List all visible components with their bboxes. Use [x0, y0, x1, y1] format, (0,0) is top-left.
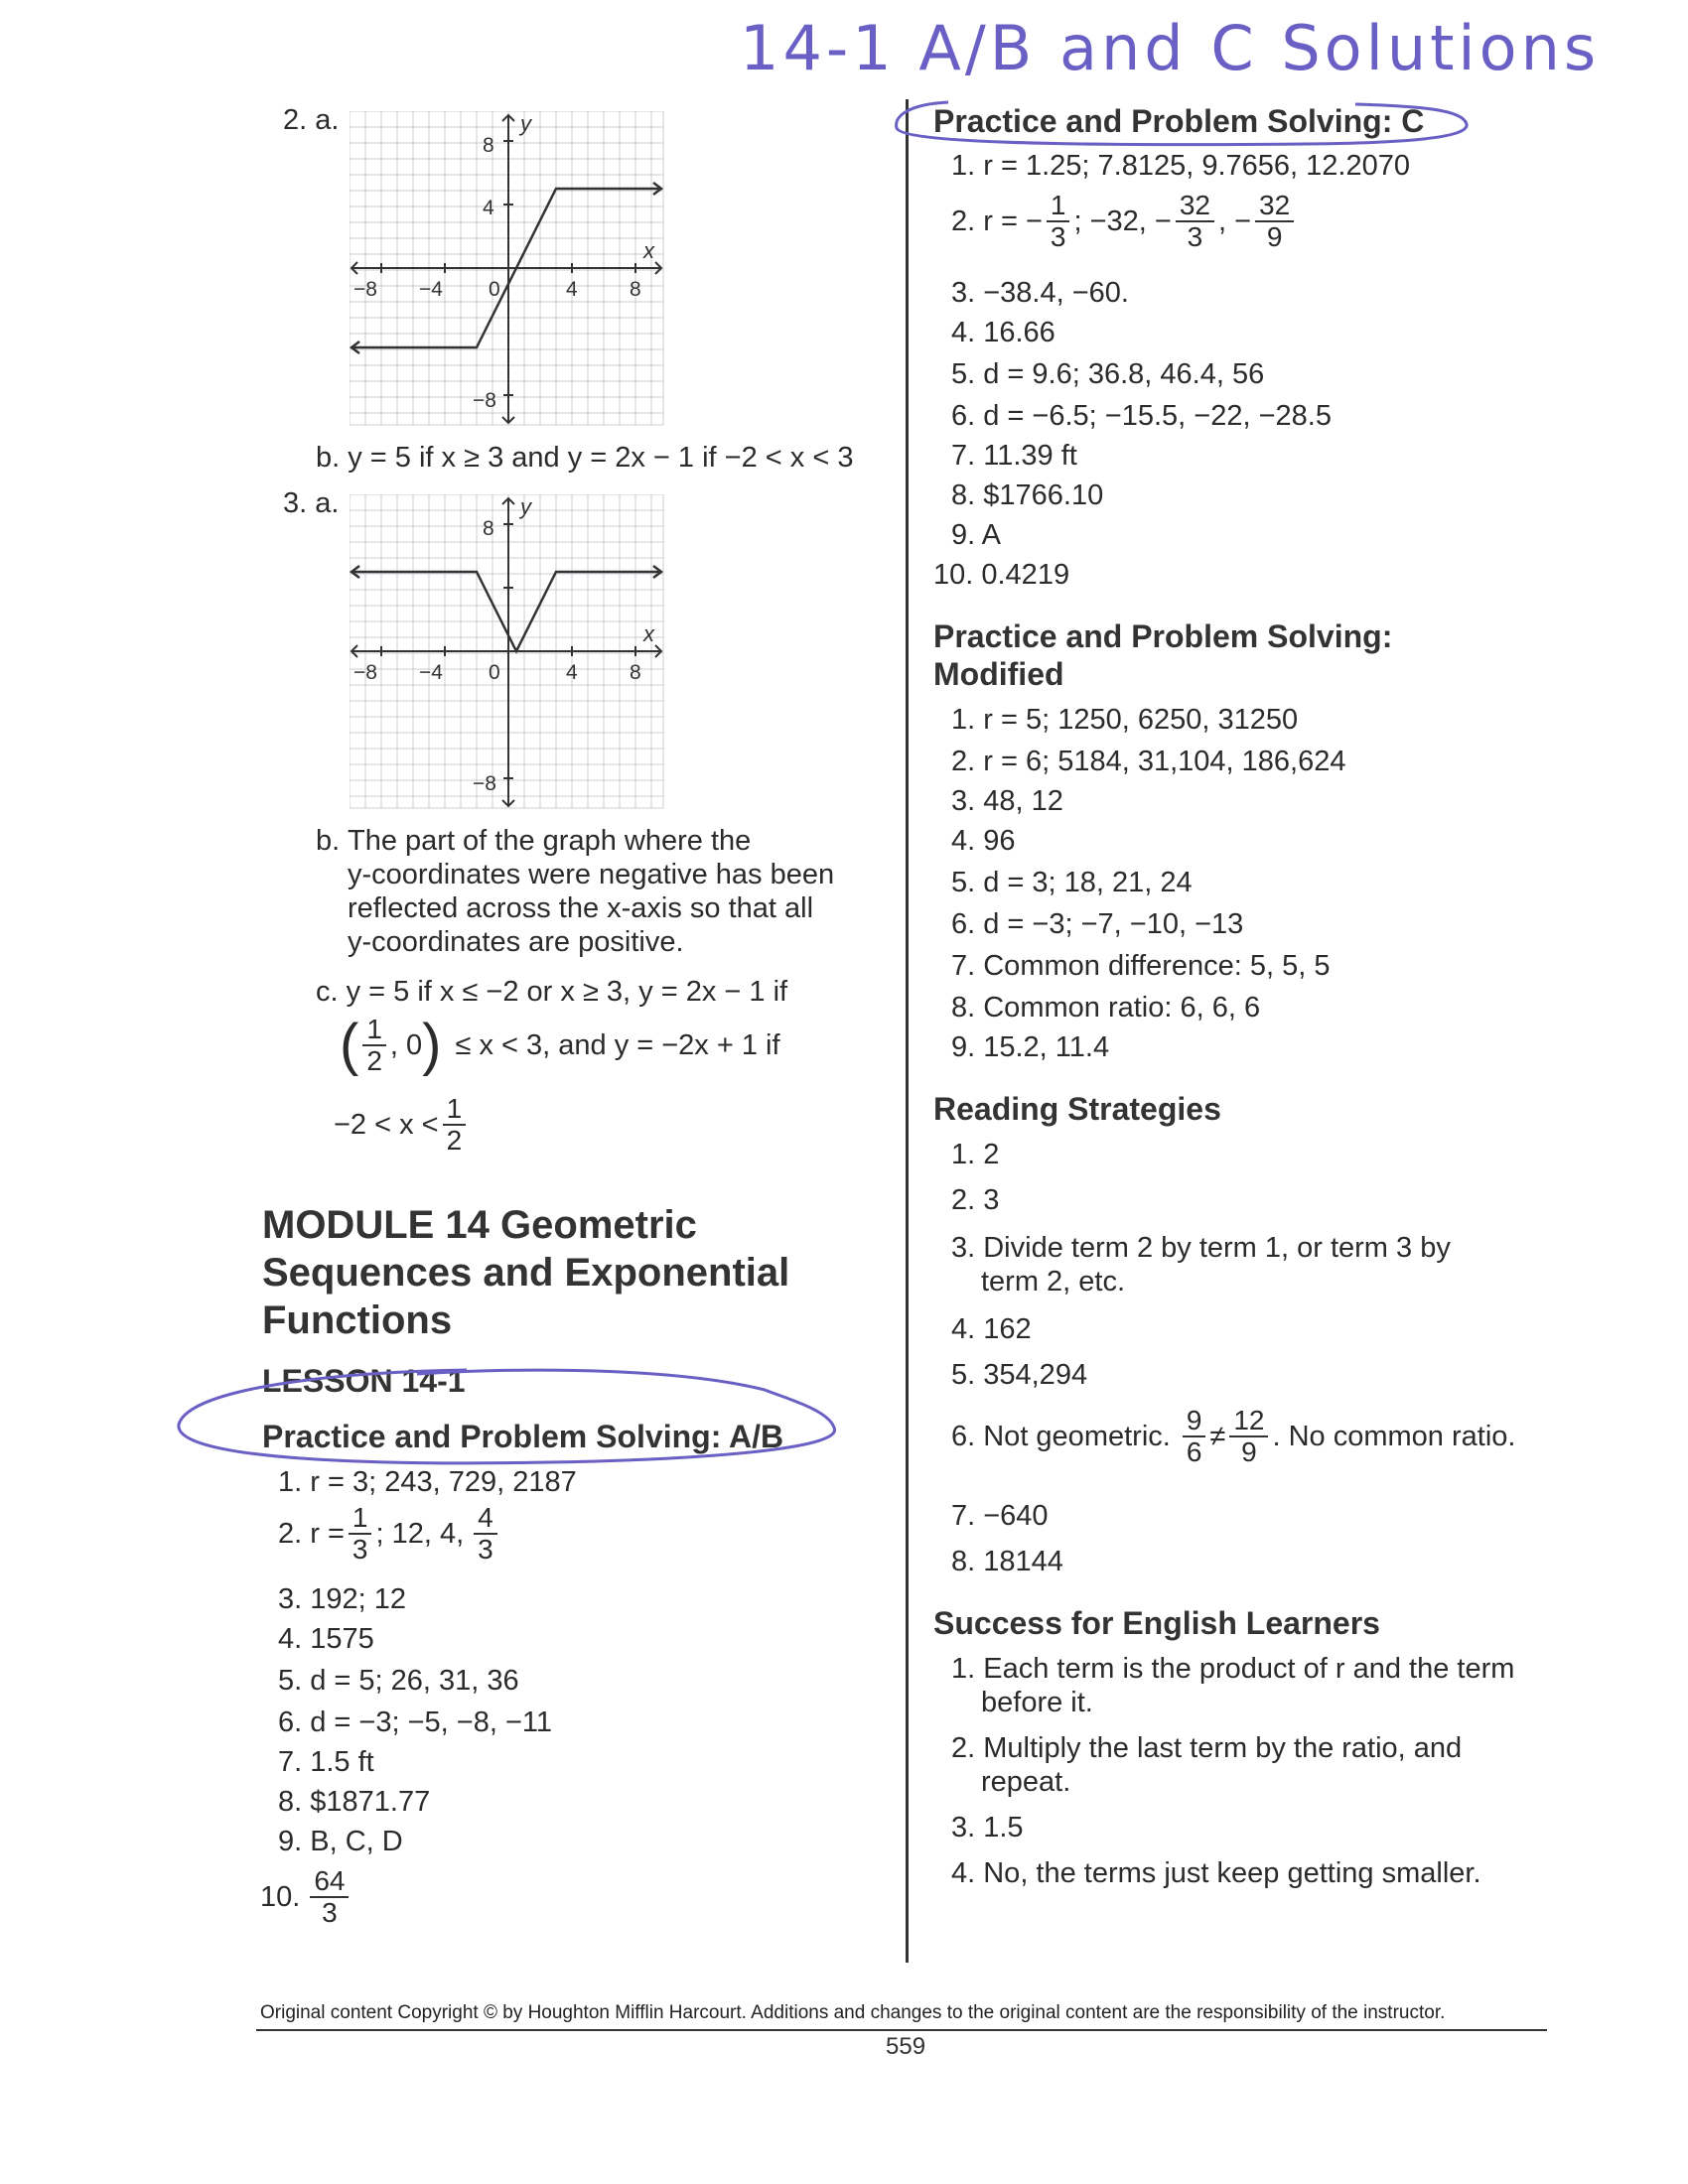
graph-2a-xtick-8: 8 — [630, 278, 641, 301]
lesson-heading: LESSON 14-1 — [262, 1363, 466, 1399]
success-item-3: 3. 1.5 — [951, 1812, 1024, 1843]
graph-3a-ytick-neg8: −8 — [473, 772, 496, 795]
reading-item-1: 1. 2 — [951, 1139, 1000, 1170]
column-divider — [906, 99, 909, 1963]
graph-2a-y-label: y — [520, 111, 531, 136]
graph-3a-xtick-neg4: −4 — [419, 661, 443, 684]
graph-2a-xtick-4: 4 — [566, 278, 578, 301]
item-3c-line-1: c. y = 5 if x ≤ −2 or x ≥ 3, y = 2x − 1 if — [316, 976, 788, 1008]
modified-item-3: 3. 48, 12 — [951, 785, 1063, 817]
graph-2a-ytick-8: 8 — [483, 134, 494, 157]
reading-item-5: 5. 354,294 — [951, 1359, 1088, 1391]
ab-item-2: 2. r = $\frac{1}{3}$ ; 12, 4, $\frac{4}{3}$ — [278, 1503, 501, 1565]
close-paren: ) — [422, 1013, 442, 1077]
c-heading: Practice and Problem Solving: C — [933, 103, 1425, 139]
success-item-1-line-1: 1. Each term is the product of r and the term — [951, 1653, 1515, 1685]
graph-2a-x-label: x — [643, 238, 654, 263]
success-item-1-line-2: before it. — [981, 1687, 1093, 1718]
graph-3a — [350, 494, 667, 812]
graph-2a-xtick-neg8: −8 — [353, 278, 377, 301]
success-item-2-line-1: 2. Multiply the last term by the ratio, and — [951, 1732, 1463, 1764]
copyright-footer: Original content Copyright © by Houghton Mifflin Harcourt. Additions and changes to the original content are the responsibility of the instructor. — [260, 2002, 1446, 2023]
reading-item-4: 4. 162 — [951, 1313, 1032, 1345]
modified-item-5: 5. d = 3; 18, 21, 24 — [951, 867, 1193, 898]
graph-2a-xtick-neg4: −4 — [419, 278, 443, 301]
fraction-one-half-2: $\frac{1}{2}$ — [443, 1094, 467, 1156]
success-item-2-line-2: repeat. — [981, 1766, 1071, 1798]
reading-item-2: 2. 3 — [951, 1184, 1000, 1216]
ab-item-5: 5. d = 5; 26, 31, 36 — [278, 1665, 519, 1697]
ab-item-7: 7. 1.5 ft — [278, 1746, 374, 1778]
item-3b-line-2: y-coordinates were negative has been — [348, 859, 835, 890]
reading-item-3-line-2: term 2, etc. — [981, 1266, 1126, 1297]
ab-item-8: 8. $1871.77 — [278, 1786, 431, 1818]
c-item-5: 5. d = 9.6; 36.8, 46.4, 56 — [951, 358, 1265, 390]
reading-item-8: 8. 18144 — [951, 1546, 1063, 1577]
modified-item-7: 7. Common difference: 5, 5, 5 — [951, 950, 1331, 982]
modified-item-9: 9. 15.2, 11.4 — [951, 1031, 1110, 1063]
modified-item-8: 8. Common ratio: 6, 6, 6 — [951, 992, 1261, 1024]
modified-item-1: 1. r = 5; 1250, 6250, 31250 — [951, 704, 1299, 736]
ab-item-10: 10. $\frac{64}{3}$ — [260, 1866, 352, 1928]
c-item-1: 1. r = 1.25; 7.8125, 9.7656, 12.2070 — [951, 150, 1410, 182]
modified-item-4: 4. 96 — [951, 825, 1016, 857]
c-item-6: 6. d = −6.5; −15.5, −22, −28.5 — [951, 400, 1332, 432]
handwritten-title: 14-1 A/B and C Solutions — [740, 12, 1601, 84]
ab-item-6: 6. d = −3; −5, −8, −11 — [278, 1706, 552, 1738]
graph-2a-origin: 0 — [489, 278, 500, 301]
modified-heading-line-2: Modified — [933, 656, 1064, 692]
item-3b-line-4: y-coordinates are positive. — [348, 926, 684, 958]
success-item-4: 4. No, the terms just keep getting smaller. — [951, 1857, 1481, 1889]
success-heading: Success for English Learners — [933, 1605, 1380, 1641]
c-item-10: 10. 0.4219 — [933, 559, 1070, 591]
handwritten-circle-c — [889, 94, 1475, 154]
item-3c-line-2: ( $\frac{1}{2}$ , 0 ) ≤ x < 3, and y = −2x + 1 if — [340, 1013, 780, 1077]
modified-item-6: 6. d = −3; −7, −10, −13 — [951, 908, 1244, 940]
footer-rule — [256, 2029, 1547, 2031]
item-2a-label: 2. a. — [283, 104, 340, 136]
c-item-7: 7. 11.39 ft — [951, 440, 1077, 472]
modified-heading-line-1: Practice and Problem Solving: — [933, 618, 1393, 654]
c-item-2: 2. r = − $\frac{1}{3}$ ; −32, − $\frac{32}{3}$ , − $\frac{32}{9}$ — [951, 191, 1298, 252]
c-item-3: 3. −38.4, −60. — [951, 277, 1129, 309]
reading-item-6: 6. Not geometric. $\frac{9}{6}$ ≠ $\frac{12}{9}$ . No common ratio. — [951, 1405, 1516, 1467]
graph-3a-y-label: y — [520, 494, 531, 519]
graph-3a-xtick-8: 8 — [630, 661, 641, 684]
item-3c-line-3: −2 < x < $\frac{1}{2}$ — [334, 1094, 470, 1156]
graph-2a-ytick-4: 4 — [483, 197, 494, 219]
c-item-8: 8. $1766.10 — [951, 479, 1104, 511]
modified-item-2: 2. r = 6; 5184, 31,104, 186,624 — [951, 746, 1346, 777]
graph-3a-xtick-4: 4 — [566, 661, 578, 684]
c-item-4: 4. 16.66 — [951, 317, 1055, 348]
reading-heading: Reading Strategies — [933, 1091, 1221, 1127]
item-2b: b. y = 5 if x ≥ 3 and y = 2x − 1 if −2 < x < 3 — [316, 442, 854, 474]
module-title: MODULE 14 Geometric Sequences and Exponential Functions — [262, 1203, 790, 1342]
item-3b-line-3: reflected across the x-axis so that all — [348, 892, 814, 924]
graph-2a-ytick-neg8: −8 — [473, 389, 496, 412]
ab-item-1: 1. r = 3; 243, 729, 2187 — [278, 1466, 577, 1498]
ab-item-9: 9. B, C, D — [278, 1826, 403, 1857]
graph-2a — [350, 111, 667, 429]
open-paren: ( — [340, 1013, 359, 1077]
page-number: 559 — [886, 2033, 926, 2060]
graph-3a-x-label: x — [643, 621, 654, 646]
ab-item-3: 3. 192; 12 — [278, 1583, 406, 1615]
ab-item-4: 4. 1575 — [278, 1623, 374, 1655]
reading-item-3-line-1: 3. Divide term 2 by term 1, or term 3 by — [951, 1232, 1451, 1264]
graph-3a-origin: 0 — [489, 661, 500, 684]
ab-heading: Practice and Problem Solving: A/B — [262, 1419, 784, 1454]
graph-3a-xtick-neg8: −8 — [353, 661, 377, 684]
item-3a-label: 3. a. — [283, 487, 340, 519]
reading-item-7: 7. −640 — [951, 1500, 1049, 1532]
item-3b-line-1: The part of the graph where the — [348, 825, 752, 857]
fraction-one-half: $\frac{1}{2}$ — [362, 1015, 386, 1076]
item-3b-label: b. — [316, 825, 341, 857]
c-item-9: 9. A — [951, 519, 1001, 551]
graph-3a-ytick-8: 8 — [483, 517, 494, 540]
